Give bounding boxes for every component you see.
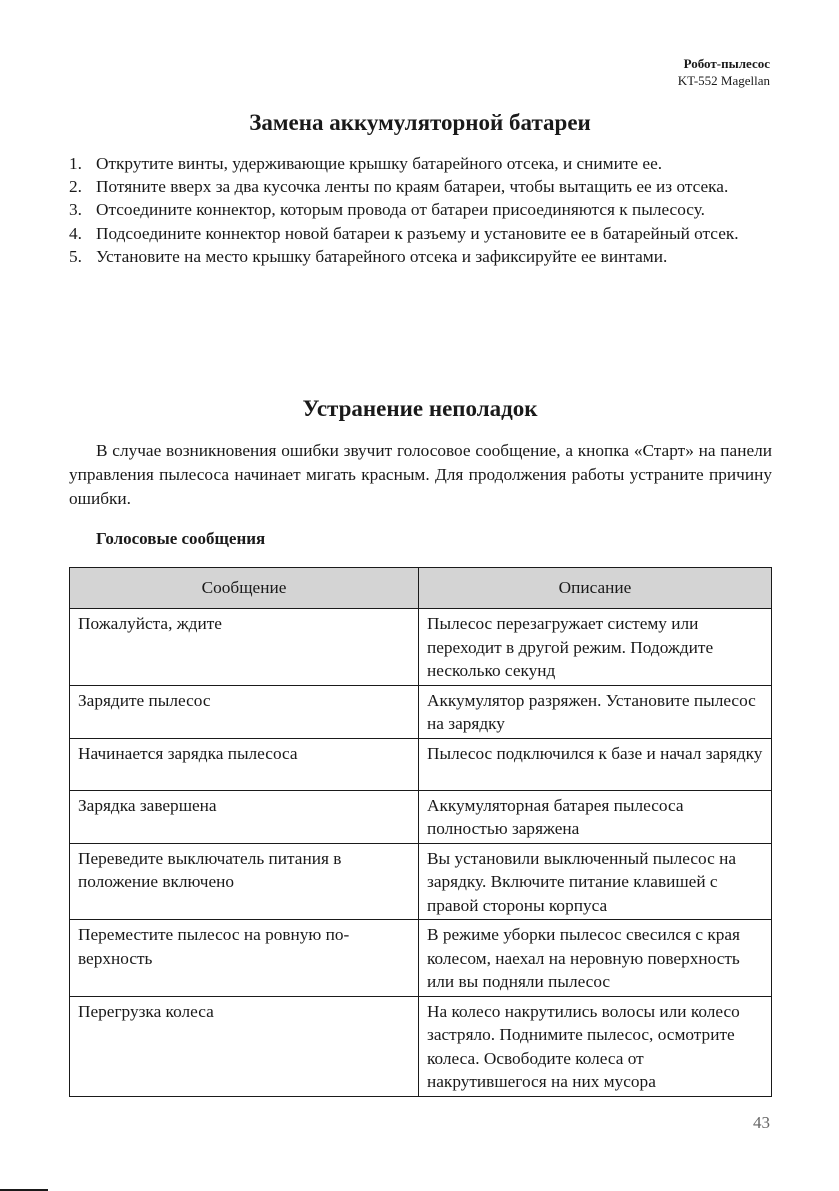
table-header-row xyxy=(70,568,772,609)
battery-steps-list xyxy=(69,152,772,268)
page-number: 43 xyxy=(753,1113,770,1132)
step-text: Установите на место крышку батарейного отсека и зафиксируйте ее винтами. xyxy=(96,246,668,266)
message-cell: Переместите пылесос на ровную поверхность xyxy=(70,920,419,997)
step-text: Открутите винты, удерживающие крышку батарейного отсека, и снимите ее. xyxy=(96,154,663,173)
step-number: 4. xyxy=(69,223,82,243)
message-cell: Пожалуйста, ждите xyxy=(70,609,419,686)
message-cell: Перегрузка колеса xyxy=(70,996,419,1096)
table-row xyxy=(70,738,772,790)
description-cell: В режиме уборки пылесос свесился с края колесом, наехал на неровную поверхность или вы подняли пылесос xyxy=(419,920,772,997)
header-model-name: KT-552 Magellan xyxy=(677,73,770,88)
description-cell: Аккумулятор разряжен. Установите пылесос на зарядку xyxy=(419,685,772,738)
description-cell: Пылесос перезагружает систему или переходит в другой режим. Подождите несколько секунд xyxy=(419,609,772,686)
message-cell: Зарядите пылесос xyxy=(70,685,419,738)
step-item xyxy=(69,175,772,198)
troubleshooting-intro: В случае возникновения ошибки звучит голосовое сообщение, а кнопка «Старт» на панели управления пылесоса начинает мигать красным. Для продолжения работы устраните причину ошибки. xyxy=(69,441,772,508)
step-item xyxy=(69,152,772,175)
column-header-description: Описание xyxy=(419,568,772,609)
table-row xyxy=(70,609,772,686)
page-header xyxy=(678,55,770,89)
voice-messages-table xyxy=(69,567,772,1097)
table-row xyxy=(70,843,772,920)
table-row xyxy=(70,996,772,1096)
message-cell: Начинается зарядка пылесоса xyxy=(70,738,419,790)
step-text: Подсоедините коннектор новой батареи к разъему и установите ее в батарейный отсек. xyxy=(96,223,739,243)
header-product-name: Робот-пылесос xyxy=(683,56,770,71)
message-cell: Зарядка завершена xyxy=(70,790,419,843)
step-number: 1. xyxy=(69,154,82,173)
step-item xyxy=(69,198,772,221)
table-row xyxy=(70,920,772,997)
column-header-message: Сообщение xyxy=(70,568,419,609)
step-item xyxy=(69,245,772,268)
troubleshooting-title: Устранение неполадок xyxy=(302,396,538,421)
table-row xyxy=(70,790,772,843)
step-number: 5. xyxy=(69,246,82,266)
step-item xyxy=(69,222,772,245)
message-cell: Переведите выключатель питания в положение включено xyxy=(70,843,419,920)
description-cell: Аккумуляторная батарея пылесоса полностью заряжена xyxy=(419,790,772,843)
description-cell: Пылесос подключился к базе и начал зарядку xyxy=(419,738,772,790)
step-text: Отсоедините коннектор, которым провода от батареи присоединяются к пылесосу. xyxy=(96,200,705,220)
description-cell: На колесо накрутились волосы или колесо застряло. Поднимите пылесос, осмотрите колеса. Освободите колеса от накрутившегося на них мусора xyxy=(419,996,772,1096)
step-number: 2. xyxy=(69,177,82,197)
step-number: 3. xyxy=(69,200,82,220)
description-cell: Вы установили выключенный пылесос на зарядку. Включите питание клавишей с правой стороны корпуса xyxy=(419,843,772,920)
table-row xyxy=(70,685,772,738)
step-text: Потяните вверх за два кусочка ленты по краям батареи, чтобы вытащить ее из отсека. xyxy=(96,177,729,197)
battery-replacement-title: Замена аккумуляторной батареи xyxy=(249,110,591,135)
voice-messages-subtitle: Голосовые сообщения xyxy=(96,529,266,548)
